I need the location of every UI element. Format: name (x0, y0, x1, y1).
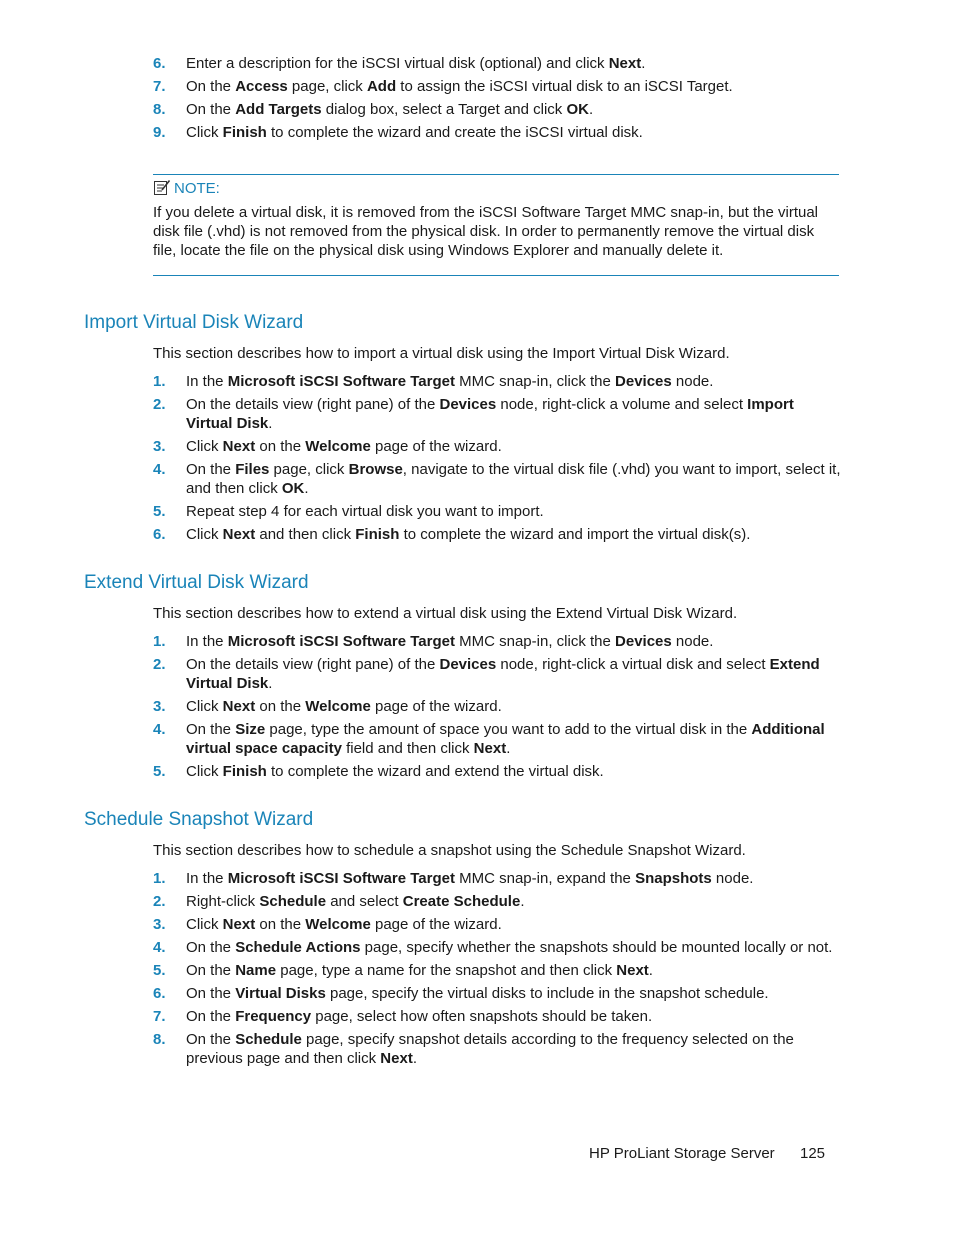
step-text-run: page, specify the virtual disks to include in the snapshot schedule. (325, 985, 769, 1002)
step-item (153, 892, 843, 911)
page-number: 125 (800, 1145, 826, 1162)
ui-term: Devices (615, 373, 672, 390)
step-item (153, 961, 843, 980)
step-item (153, 720, 843, 758)
step-text-run: to complete the wizard and extend the virtual disk. (266, 763, 604, 780)
step-item (153, 437, 843, 456)
step-text-run: page, specify snapshot details according to the frequency selected on the previous page and then click (186, 1031, 794, 1067)
step-text (186, 438, 502, 455)
step-number: 1. (153, 373, 166, 390)
schedule-section-heading: Schedule Snapshot Wizard (84, 809, 314, 830)
extend-section-intro: This section describes how to extend a virtual disk using the Extend Virtual Disk Wizard. (153, 605, 738, 622)
step-number: 6. (153, 526, 166, 543)
step-text-run: page of the wizard. (370, 698, 502, 715)
ui-term: Schedule (259, 893, 327, 910)
note-box (153, 174, 839, 276)
step-text (186, 870, 753, 887)
ui-term: Welcome (305, 698, 371, 715)
ui-term: Finish (222, 763, 267, 780)
step-text-run: . (268, 675, 273, 692)
step-number: 2. (153, 656, 166, 673)
import-section-heading: Import Virtual Disk Wizard (84, 312, 304, 333)
ui-term: Size (235, 721, 266, 738)
step-item (153, 984, 843, 1003)
ui-term: Next (473, 740, 507, 757)
step-item (153, 502, 843, 521)
step-text-run: to assign the iSCSI virtual disk to an iSCSI Target. (396, 78, 733, 95)
ui-term: Frequency (235, 1008, 312, 1025)
step-item (153, 100, 843, 119)
note-label: NOTE: (174, 180, 220, 197)
step-text-run: . (641, 55, 646, 72)
ui-term: Create Schedule (402, 893, 521, 910)
step-text-run: Click (186, 763, 223, 780)
ui-term: Devices (615, 633, 672, 650)
step-number: 1. (153, 633, 166, 650)
step-text-run: Click (186, 698, 223, 715)
ui-term: Next (380, 1050, 413, 1067)
ui-term: Finish (355, 526, 400, 543)
step-text-run: to complete the wizard and import the virtual disk(s). (399, 526, 751, 543)
step-text-run: Click (186, 526, 223, 543)
step-text-run: On the (186, 939, 236, 956)
schedule-steps-list (153, 869, 843, 1072)
step-number: 8. (153, 1031, 166, 1048)
ui-term: Next (608, 55, 642, 72)
step-text-run: page of the wizard. (370, 916, 502, 933)
step-number: 9. (153, 124, 166, 141)
step-text-run: page, select how often snapshots should be taken. (311, 1008, 653, 1025)
step-text-run: On the (186, 721, 236, 738)
step-item (153, 697, 843, 716)
step-text-run: . (506, 740, 511, 757)
step-text-run: on the (255, 916, 306, 933)
ui-term: Next (222, 916, 256, 933)
import-section-intro: This section describes how to import a virtual disk using the Import Virtual Disk Wizard. (153, 345, 730, 362)
ui-term: Add (366, 78, 397, 95)
step-text-run: MMC snap-in, expand the (454, 870, 636, 887)
step-text-run: In the (186, 633, 228, 650)
ui-term: Next (616, 962, 649, 979)
note-text: If you delete a virtual disk, it is removed from the iSCSI Software Target MMC snap-in, but the virtual disk file (.vhd) is not removed from the physical disk. In order to permanently remove the virtual disk file, locate the file on the physical disk using Windows Explorer and manually delete it. (153, 204, 819, 259)
ui-term: Next (222, 526, 256, 543)
step-text-run: node. (711, 870, 754, 887)
step-text-run: node. (671, 373, 714, 390)
ui-term: Next (222, 698, 256, 715)
step-item (153, 938, 843, 957)
step-text-run: On the (186, 461, 236, 478)
step-text-run: . (588, 101, 594, 118)
ui-term: OK (566, 101, 589, 118)
step-text-run: on the (255, 438, 306, 455)
step-item (153, 372, 843, 391)
step-number: 5. (153, 962, 166, 979)
step-text (186, 633, 713, 650)
step-number: 6. (153, 55, 166, 72)
step-text-run: On the (186, 962, 236, 979)
step-text (186, 985, 769, 1002)
step-text-run: node. (671, 633, 714, 650)
step-number: 2. (153, 396, 166, 413)
step-text (186, 124, 643, 141)
step-number: 5. (153, 503, 166, 520)
step-item (153, 525, 843, 544)
ui-term: Microsoft iSCSI Software Target (227, 870, 455, 887)
step-text-run: On the details view (right pane) of the (186, 656, 440, 673)
step-item (153, 1030, 843, 1068)
step-text (186, 962, 653, 979)
step-item (153, 1007, 843, 1026)
step-text (186, 698, 502, 715)
step-item (153, 395, 843, 433)
step-text-run: page, click (287, 78, 367, 95)
step-text-run: dialog box, select a Target and click (321, 101, 567, 118)
step-number: 7. (153, 78, 166, 95)
ui-term: Add Targets (235, 101, 322, 118)
step-text (186, 78, 733, 95)
step-text-run: Repeat step 4 for each virtual disk you want to import. (186, 503, 544, 520)
step-text-run: . (412, 1050, 417, 1067)
step-text-run: Enter a description for the iSCSI virtual disk (optional) and click (186, 55, 609, 72)
step-text (186, 1031, 794, 1067)
step-number: 8. (153, 101, 166, 118)
ui-term: Virtual Disks (235, 985, 326, 1002)
step-number: 3. (153, 438, 166, 455)
step-text (186, 101, 593, 118)
ui-term: Extend Virtual Disk (186, 656, 820, 692)
step-text (186, 916, 502, 933)
schedule-section-intro: This section describes how to schedule a snapshot using the Schedule Snapshot Wizard. (153, 842, 746, 859)
step-text-run: node, right-click a volume and select (496, 396, 748, 413)
ui-term: Welcome (305, 916, 371, 933)
step-number: 7. (153, 1008, 166, 1025)
ui-term: OK (281, 480, 305, 497)
step-number: 5. (153, 763, 166, 780)
extend-section-heading: Extend Virtual Disk Wizard (84, 572, 309, 593)
step-text-run: to complete the wizard and create the iSCSI virtual disk. (266, 124, 643, 141)
step-text (186, 656, 820, 692)
step-item (153, 915, 843, 934)
ui-term: Access (235, 78, 288, 95)
note-header (153, 179, 220, 198)
step-text-run: , navigate to the virtual disk file (.vhd) you want to import, select it, and then click (186, 461, 841, 497)
ui-term: Additional virtual space capacity (186, 721, 825, 757)
step-number: 4. (153, 939, 166, 956)
step-text-run: Click (186, 438, 223, 455)
ui-term: Finish (222, 124, 267, 141)
step-number: 3. (153, 916, 166, 933)
step-number: 3. (153, 698, 166, 715)
step-text-run: page, type the amount of space you want to add to the virtual disk in the (265, 721, 752, 738)
ui-term: Welcome (305, 438, 371, 455)
step-number: 6. (153, 985, 166, 1002)
extend-steps-list (153, 632, 843, 785)
step-text (186, 373, 713, 390)
step-text-run: . (520, 893, 525, 910)
step-item (153, 762, 843, 781)
ui-term: Name (235, 962, 277, 979)
ui-term: Microsoft iSCSI Software Target (227, 633, 455, 650)
footer-product: HP ProLiant Storage Server (589, 1145, 775, 1162)
step-text-run: page, click (269, 461, 349, 478)
step-text-run: Click (186, 124, 223, 141)
step-number: 4. (153, 461, 166, 478)
ui-term: Next (222, 438, 256, 455)
step-text-run: page, type a name for the snapshot and then click (276, 962, 617, 979)
step-number: 2. (153, 893, 166, 910)
step-text-run: . (268, 415, 273, 432)
step-number: 1. (153, 870, 166, 887)
step-text (186, 1008, 652, 1025)
step-text-run: page of the wizard. (370, 438, 502, 455)
note-icon (153, 179, 171, 196)
step-text (186, 939, 832, 956)
step-item (153, 460, 843, 498)
ui-term: Browse (348, 461, 403, 478)
step-item (153, 54, 843, 73)
step-text (186, 461, 841, 497)
step-text-run: On the (186, 1008, 236, 1025)
step-text-run: node, right-click a virtual disk and select (496, 656, 770, 673)
step-text (186, 503, 544, 520)
step-text (186, 721, 825, 757)
step-text-run: On the details view (right pane) of the (186, 396, 440, 413)
step-item (153, 123, 843, 142)
top-steps-list (153, 54, 843, 146)
ui-term: Microsoft iSCSI Software Target (227, 373, 455, 390)
step-item (153, 655, 843, 693)
ui-term: Files (235, 461, 270, 478)
step-item (153, 869, 843, 888)
step-text-run: In the (186, 373, 228, 390)
import-steps-list (153, 372, 843, 548)
step-text (186, 55, 645, 72)
ui-term: Snapshots (635, 870, 712, 887)
step-text-run: On the (186, 78, 236, 95)
step-text-run: Click (186, 916, 223, 933)
step-text (186, 893, 524, 910)
ui-term: Schedule (235, 1031, 302, 1048)
step-text-run: and then click (255, 526, 356, 543)
step-item (153, 77, 843, 96)
step-text (186, 396, 794, 432)
step-text-run: Right-click (186, 893, 260, 910)
step-text-run: field and then click (341, 740, 474, 757)
ui-term: Devices (439, 396, 497, 413)
step-text-run: page, specify whether the snapshots should be mounted locally or not. (360, 939, 833, 956)
step-text-run: On the (186, 985, 236, 1002)
step-text-run: On the (186, 101, 236, 118)
step-text-run: and select (326, 893, 403, 910)
step-number: 4. (153, 721, 166, 738)
step-text-run: . (304, 480, 309, 497)
ui-term: Schedule Actions (235, 939, 361, 956)
step-text-run: MMC snap-in, click the (454, 633, 616, 650)
step-text (186, 763, 604, 780)
step-text-run: on the (255, 698, 306, 715)
step-text-run: . (648, 962, 653, 979)
step-item (153, 632, 843, 651)
step-text-run: On the (186, 1031, 236, 1048)
step-text-run: In the (186, 870, 228, 887)
step-text-run: MMC snap-in, click the (454, 373, 616, 390)
ui-term: Import Virtual Disk (186, 396, 794, 432)
step-text (186, 526, 750, 543)
ui-term: Devices (439, 656, 497, 673)
